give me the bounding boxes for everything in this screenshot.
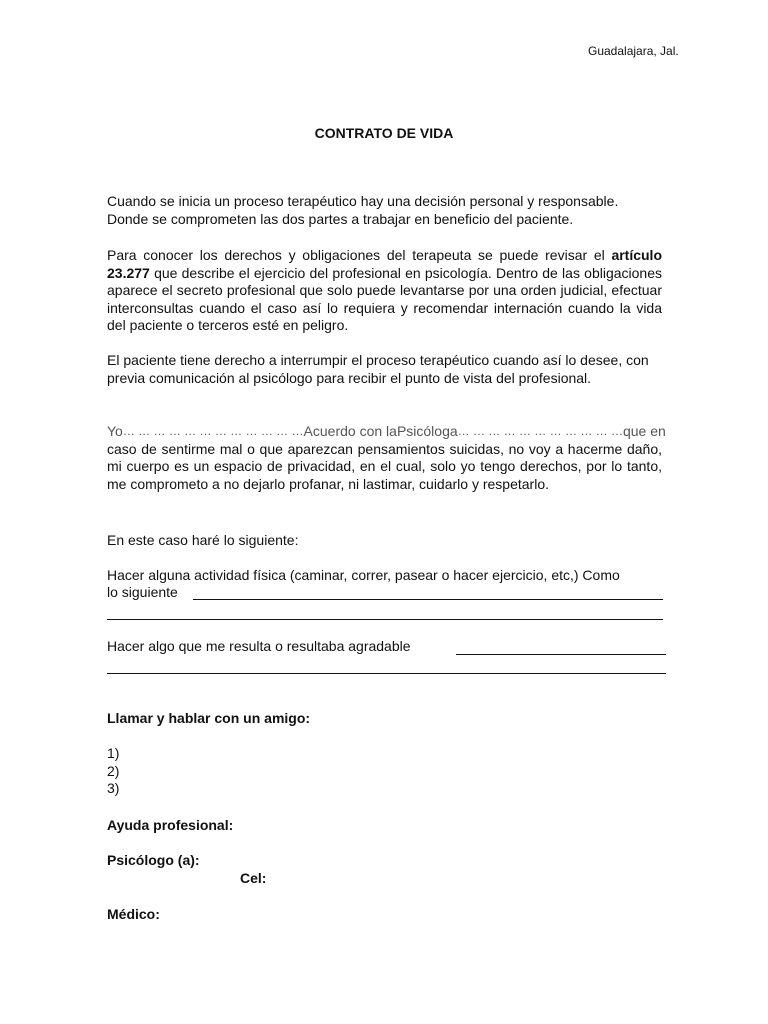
rights-after: que describe el ejercicio del profesional en psicología. Dentro de las obligaciones aparece el secreto profesional que solo puede levantarse por una orden judicial, efectuar interconsultas cuando el caso así lo requiera y recomendar internación cuando la vida del paciente o terceros esté en peligro. xyxy=(107,264,663,333)
name-blank-dots: … … … … … … … … … … … … xyxy=(122,424,304,438)
agreement-psicologa: Psicóloga xyxy=(396,423,458,439)
activity-blank-2[interactable] xyxy=(107,619,663,620)
agreement-yo: Yo xyxy=(107,423,123,439)
friend-item-2: 2) xyxy=(107,762,120,779)
pleasant-text: Hacer algo que me resulta o resultaba agradable xyxy=(107,638,411,654)
pleasant-blank-2[interactable] xyxy=(107,673,666,674)
doctor-label: Médico: xyxy=(107,906,160,922)
friend-item-1: 1) xyxy=(107,745,120,761)
agreement-paragraph xyxy=(107,423,666,493)
professional-help-heading: Ayuda profesional: xyxy=(107,817,234,833)
friends-list xyxy=(107,745,119,798)
agreement-que-en: que en xyxy=(622,423,666,439)
rights-paragraph xyxy=(107,247,662,335)
call-friend-heading: Llamar y hablar con un amigo: xyxy=(107,710,311,726)
psychologist-blank-dots: … … … … … … … … … … … xyxy=(457,424,623,438)
patient-rights-paragraph: El paciente tiene derecho a interrumpir el proceso terapéutico cuando así lo desee, con previa comunicación al psicólogo para recibir el punto de vista del profesional. xyxy=(107,352,649,386)
rights-before: Para conocer los derechos y obligaciones del terapeuta se puede revisar el xyxy=(107,247,605,263)
agreement-acuerdo: Acuerdo con la xyxy=(303,423,397,439)
intro-paragraph: Cuando se inicia un proceso terapéutico hay una decisión personal y responsable. Donde se comprometen las dos partes a trabajar en beneficio del paciente. xyxy=(107,193,619,227)
activity-line-2: lo siguiente xyxy=(107,584,178,600)
in-case-text: En este caso haré lo siguiente: xyxy=(107,532,299,548)
agreement-first-line xyxy=(107,423,666,441)
psychologist-label: Psicólogo (a): xyxy=(107,852,200,868)
place-header: Guadalajara, Jal. xyxy=(588,44,679,58)
friend-item-3: 3) xyxy=(107,780,120,796)
pleasant-blank-1[interactable] xyxy=(456,654,666,655)
document-title: CONTRATO DE VIDA xyxy=(314,125,454,141)
article-reference: artículo 23.277 xyxy=(107,247,663,281)
cel-label: Cel: xyxy=(240,870,267,886)
activity-line-1: Hacer alguna actividad física (caminar, correr, pasear o hacer ejercicio, etc,) Como xyxy=(107,567,620,583)
activity-blank-1[interactable] xyxy=(193,599,663,600)
agreement-body: caso de sentirme mal o que aparezcan pensamientos suicidas, no voy a hacerme daño, mi cuerpo es un espacio de privacidad, en el cual, solo yo tengo derechos, por lo tanto, me comprometo a no dejarlo profanar, ni lastimar, cuidarlo y respetarlo. xyxy=(107,440,662,492)
